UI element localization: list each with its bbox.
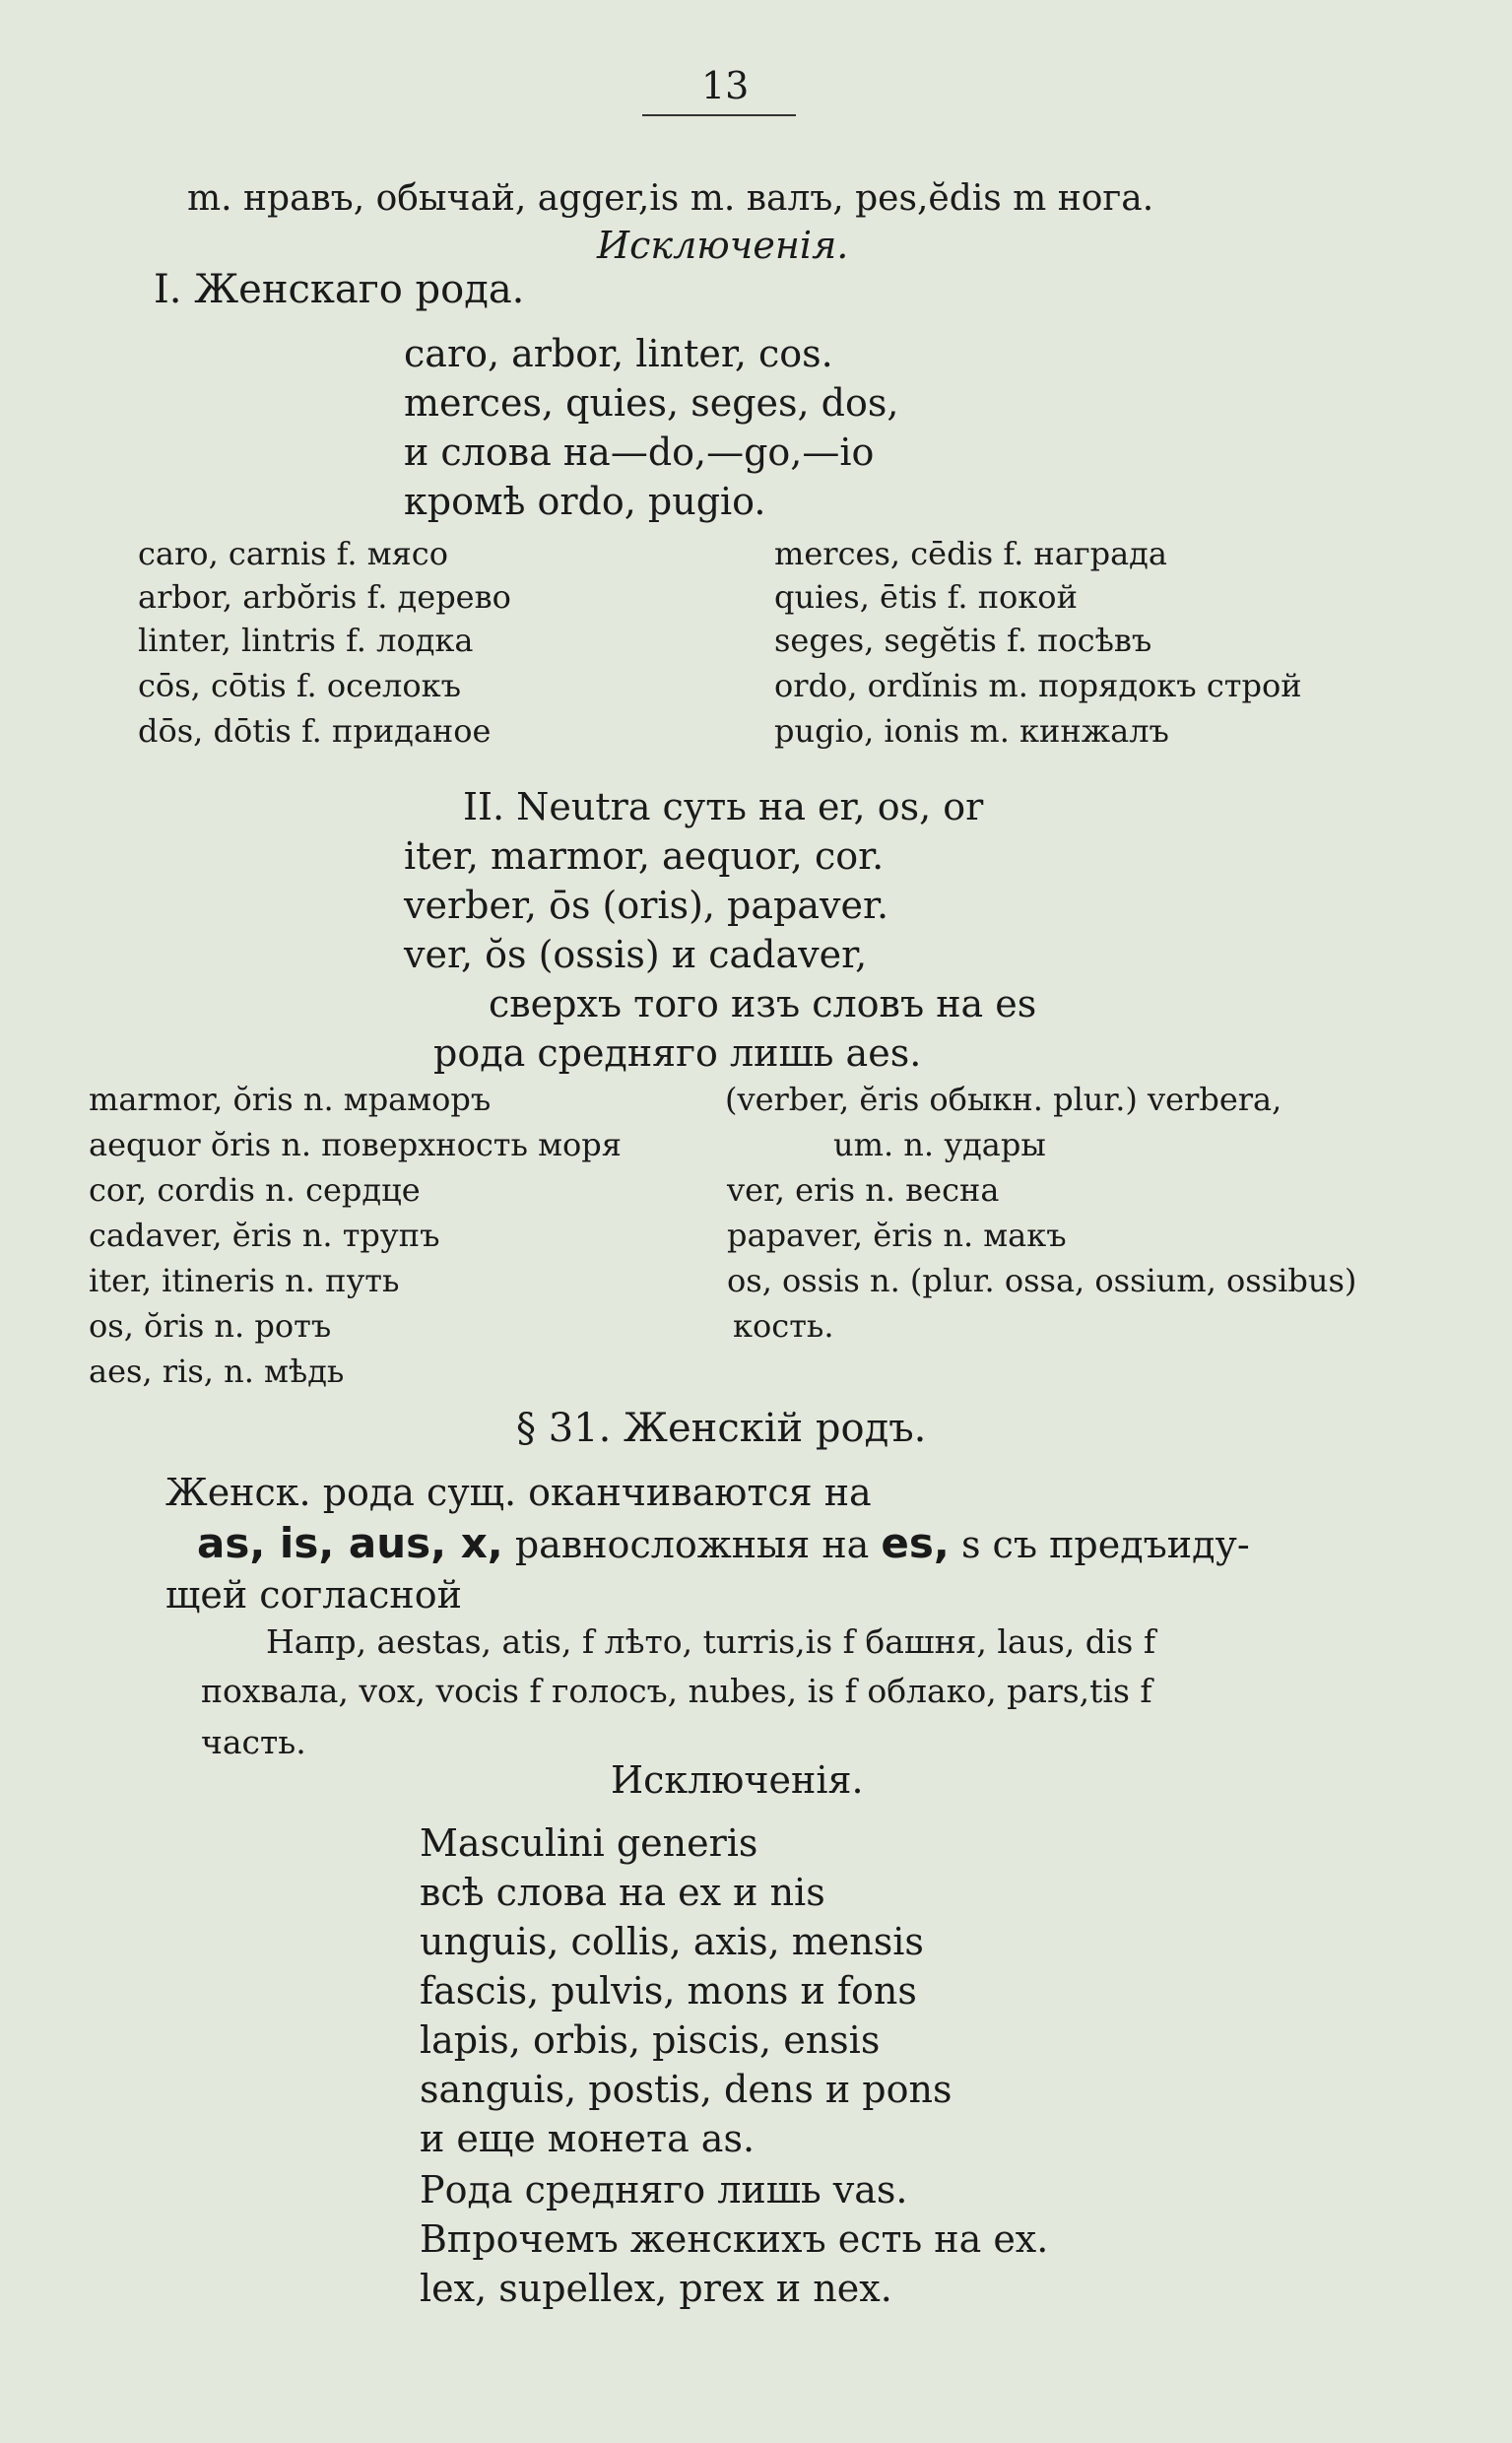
verse-line: всѣ слова на ex и nis [420,1871,825,1914]
glossary-entry: (verber, ĕris обыкн. plur.) verbera, [725,1081,1282,1118]
page-number: 13 [701,64,750,107]
glossary-entry: кость. [733,1307,834,1345]
section-31-title: § 31. Женскій родъ. [516,1406,927,1451]
glossary-entry: iter, itineris n. путь [89,1262,400,1299]
example-line: часть. [201,1723,306,1761]
verse-line: merces, quies, seges, dos, [404,381,899,425]
verse-line: fascis, pulvis, mons и fons [420,1969,917,2013]
rule-rest: s съ предъиду- [960,1523,1250,1566]
verse-line: и еще монета as. [420,2117,756,2160]
glossary-entry: cadaver, ĕris n. трупъ [89,1217,440,1254]
rule-text: равносложныя на [514,1523,870,1566]
verse-line: sanguis, postis, dens и pons [420,2068,953,2111]
glossary-entry: marmor, ŏris n. мраморъ [89,1081,492,1118]
verse-line: сверхъ того изъ словъ на es [489,982,1037,1025]
glossary-entry: quies, ētis f. покой [774,578,1078,616]
verse-line: рода средняго лишь aes. [433,1031,922,1075]
glossary-entry: pugio, ionis m. кинжалъ [774,712,1169,750]
example-line: Напр, aestas, atis, f лѣто, turris,is f башня, laus, dis f [266,1622,1156,1661]
glossary-entry: merces, cēdis f. награда [774,535,1167,572]
glossary-entry: aes, ris, n. мѣдь [89,1353,345,1390]
rule-line-2 [197,1519,1250,1567]
verse-line: verber, ōs (oris), papaver. [404,884,889,927]
verse-line: и слова на—do,—go,—io [404,430,875,474]
glossary-entry: cor, cordis n. сердце [89,1171,421,1209]
verse-line: II. Neutra суть на er, os, or [463,785,984,828]
section-I-title: I. Женскаго рода. [154,267,525,312]
rule-es: es, [881,1519,950,1567]
glossary-entry: caro, carnis f. мясо [138,535,448,572]
glossary-entry: ordo, ordĭnis m. порядокъ строй [774,667,1302,704]
verse-line: unguis, collis, axis, mensis [420,1920,924,1963]
verse-line: Masculini generis [420,1821,758,1865]
glossary-entry: dōs, dōtis f. приданое [138,712,492,750]
glossary-entry: seges, segĕtis f. посѣвъ [774,622,1152,659]
exceptions-title-1: Исключенія. [597,224,849,267]
verse-line: caro, arbor, linter, cos. [404,332,833,375]
glossary-entry: aequor ŏris n. поверхность моря [89,1126,622,1163]
top-line: m. нравъ, обычай, agger,is m. валъ, pes,ĕdis m нога. [187,178,1154,219]
rule-endings: as, is, aus, x, [197,1519,503,1567]
verse-line: lapis, orbis, piscis, ensis [420,2018,881,2062]
verse-line: кромѣ ordo, pugio. [404,480,766,523]
glossary-entry: cōs, cōtis f. оселокъ [138,667,461,704]
verse-line: ver, ŏs (ossis) и cadaver, [404,933,868,976]
glossary-entry: um. n. удары [833,1126,1046,1163]
glossary-entry: os, ŏris n. ротъ [89,1307,332,1345]
rule-line-1: Женск. рода сущ. оканчиваются на [165,1471,872,1514]
verse-line: iter, marmor, aequor, cor. [404,834,885,878]
glossary-entry: ver, eris n. весна [727,1171,1000,1209]
glossary-entry: linter, lintris f. лодка [138,622,474,659]
page-number-rule [642,114,796,116]
verse-line: Рода средняго лишь vas. [420,2168,908,2212]
exceptions-title-2: Исключенія. [611,1758,864,1802]
glossary-entry: arbor, arbŏris f. дерево [138,578,511,616]
rule-line-3: щей согласной [165,1573,462,1617]
example-line: похвала, vox, vocis f голосъ, nubes, is f облако, pars,tis f [201,1672,1152,1710]
verse-line: Впрочемъ женскихъ есть на ex. [420,2217,1049,2261]
glossary-entry: os, ossis n. (plur. ossa, ossium, ossibus) [727,1262,1357,1299]
verse-line: lex, supellex, prex и nex. [420,2267,892,2310]
glossary-entry: papaver, ĕris n. макъ [727,1217,1067,1254]
